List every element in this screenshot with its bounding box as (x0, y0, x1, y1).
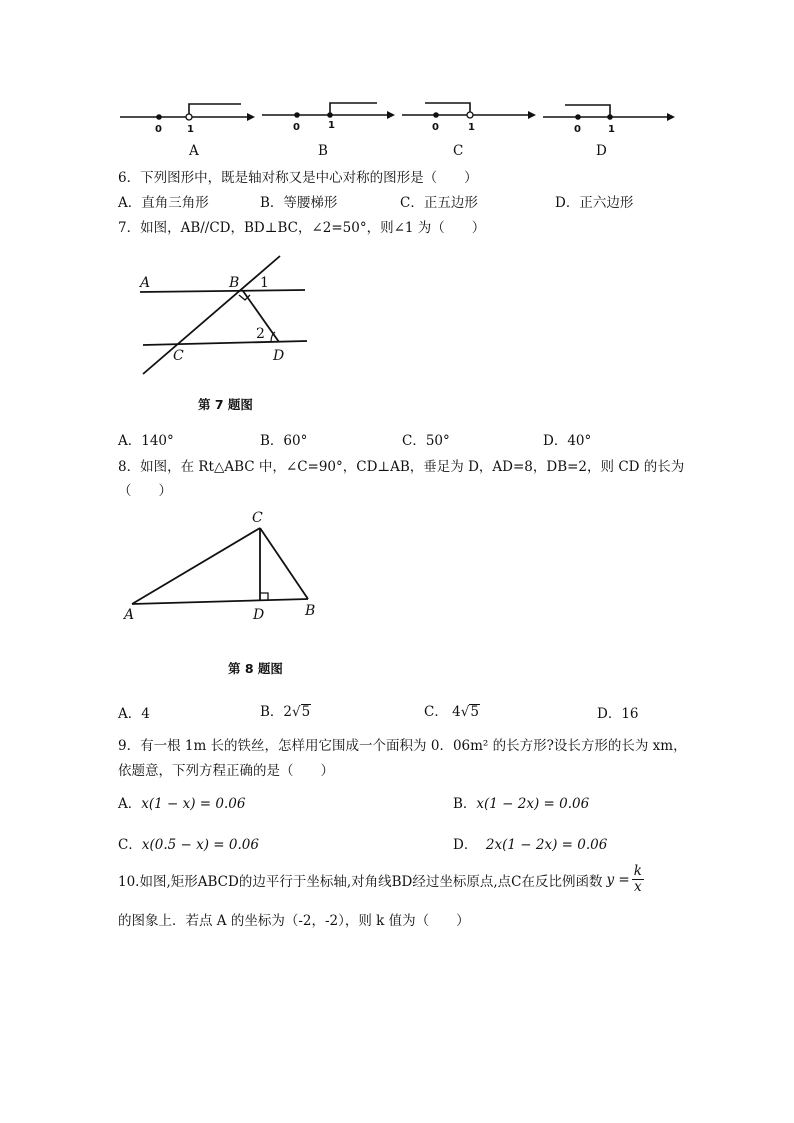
q9-stem-line1: 9．有一根 1m 长的铁丝，怎样用它围成一个面积为 0．06m² 的长方形?设长方形的长为 xm， (118, 738, 687, 754)
q7-label-d: D (273, 348, 285, 364)
q7-label-a: A (140, 275, 151, 291)
q7-figure-caption: 第 7 题图 (198, 397, 253, 412)
number-line-b-point-zero (294, 112, 300, 118)
number-line-d-label-one: 1 (608, 124, 615, 135)
q7-line-ab (140, 290, 305, 292)
q8-label-b: B (305, 603, 316, 619)
q8-stem: 8．如图，在 Rt△ABC 中，∠C=90°，CD⊥AB，垂足为 D，AD=8，DB=2，则 CD 的长为 (118, 459, 685, 475)
q7-option-c: C．50° (402, 433, 450, 449)
q10-stem-line2: 的图象上．若点 A 的坐标为（-2，-2），则 k 值为（ ） (118, 913, 470, 929)
q8-stem-cont: （ ） (118, 483, 172, 499)
number-line-b-ray (330, 103, 377, 115)
q7-label-c: C (173, 348, 184, 364)
q9-option-a (118, 792, 245, 812)
number-line-c-point-one (467, 112, 473, 118)
q10-stem-line1: 10.如图,矩形ABCD的边平行于坐标轴,对角线BD经过坐标原点,点C在反比例函数 (118, 873, 603, 890)
q10-func-fraction (632, 864, 644, 895)
number-line-a-point-zero (156, 114, 162, 120)
number-line-c-ray (425, 103, 470, 115)
number-line-figures (115, 95, 675, 137)
number-line-c-label-one: 1 (468, 122, 475, 133)
q6-option-d: D．正六边形 (555, 195, 634, 211)
q10-func-numerator: k (633, 863, 642, 879)
number-line-label-a: A (189, 143, 199, 159)
q7-label-angle-2: 2 (256, 326, 265, 342)
q8-option-b-label: B． (260, 704, 284, 720)
q8-side-ac (132, 528, 260, 604)
q7-label-angle-1: 1 (260, 275, 269, 291)
q10-stem-row1 (118, 864, 644, 895)
q8-option-a: A．4 (118, 706, 150, 722)
q6-option-c: C．正五边形 (400, 195, 478, 211)
q8-right-angle-mark (260, 593, 268, 600)
q9-option-a-expr: x(1 − x) = 0.06 (141, 796, 246, 812)
number-line-a-label-zero: 0 (155, 124, 162, 135)
number-line-label-c: C (453, 143, 464, 159)
number-line-d-label-zero: 0 (574, 124, 581, 135)
q8-option-b-radicand: 5 (301, 704, 311, 720)
q8-label-c: C (252, 510, 263, 526)
q8-option-c-sqrt: √5 (460, 704, 479, 720)
q7-figure (125, 250, 315, 380)
q6-option-b: B．等腰梯形 (260, 195, 338, 211)
q6-stem: 6．下列图形中，既是轴对称又是中心对称的图形是（ ） (118, 170, 478, 186)
number-line-d-point-one (607, 114, 613, 120)
q8-option-b-sqrt: √5 (292, 704, 311, 720)
q10-func-lhs: y = (606, 871, 630, 888)
number-line-b-arrow (387, 111, 395, 119)
q8-side-ab (132, 599, 308, 604)
q9-option-b-expr: x(1 − 2x) = 0.06 (476, 796, 590, 812)
q9-option-b (453, 792, 589, 812)
q7-line-cd (143, 341, 307, 345)
number-line-c-point-zero (433, 112, 439, 118)
number-line-c-arrow (528, 111, 536, 119)
number-line-d-arrow (667, 113, 675, 121)
number-line-a-ray (189, 104, 241, 117)
q8-option-c-coef: 4 (452, 704, 461, 720)
q8-option-c (424, 700, 480, 720)
number-line-b-label-zero: 0 (293, 122, 300, 133)
number-line-d-ray (565, 105, 610, 117)
number-line-a-point-one (186, 114, 192, 120)
q8-side-bc (260, 528, 308, 599)
q10-func-denominator: x (634, 879, 642, 895)
q9-option-c-expr: x(0.5 − x) = 0.06 (141, 837, 259, 853)
q8-figure (118, 503, 328, 623)
number-line-d-point-zero (575, 114, 581, 120)
q8-option-d: D．16 (597, 706, 639, 722)
q8-figure-caption: 第 8 题图 (228, 661, 283, 676)
q7-stem: 7．如图，AB//CD，BD⊥BC，∠2=50°，则∠1 为（ ） (118, 220, 486, 236)
number-line-b-point-one (327, 112, 333, 118)
q7-option-a: A．140° (118, 433, 174, 449)
q9-option-a-label: A． (118, 796, 142, 812)
number-line-b-label-one: 1 (328, 120, 335, 131)
q7-option-b: B．60° (260, 433, 308, 449)
q9-stem-line2: 依题意，下列方程正确的是（ ） (118, 763, 334, 779)
number-line-c-label-zero: 0 (432, 122, 439, 133)
q9-option-b-label: B． (453, 796, 477, 812)
q8-option-c-radicand: 5 (470, 704, 479, 720)
q7-label-b: B (229, 275, 240, 291)
q9-option-d (453, 833, 607, 853)
q8-option-c-label: C． (424, 704, 448, 720)
q8-label-a: A (124, 607, 135, 623)
q6-option-a: A．直角三角形 (118, 195, 209, 211)
q9-option-d-label: D． (453, 837, 478, 853)
q7-option-d: D．40° (543, 433, 592, 449)
q9-option-c-label: C． (118, 837, 142, 853)
number-line-a-arrow (247, 113, 255, 121)
q8-label-d: D (253, 607, 265, 623)
number-line-label-d: D (596, 143, 607, 159)
number-line-label-b: B (318, 143, 328, 159)
q8-option-b-coef: 2 (283, 704, 293, 720)
q9-option-c (118, 833, 259, 853)
q8-option-b (260, 700, 311, 720)
q9-option-d-expr: 2x(1 − 2x) = 0.06 (485, 837, 608, 853)
number-line-a-label-one: 1 (187, 124, 194, 135)
